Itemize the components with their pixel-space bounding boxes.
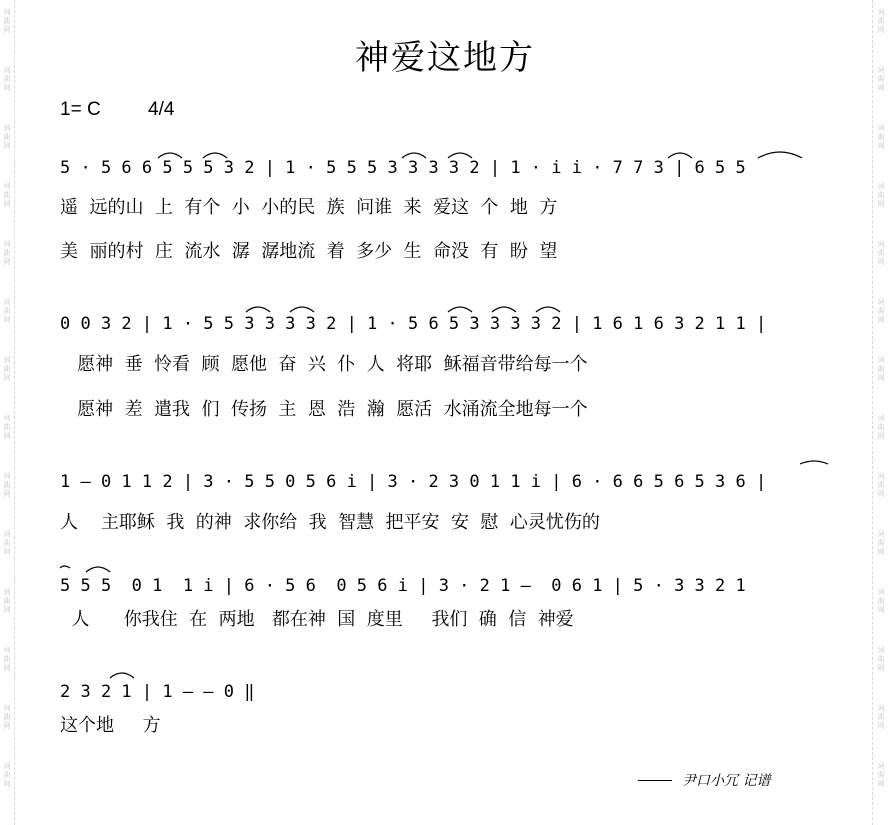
watermark-glyph: 词 曲 网 <box>877 182 885 208</box>
key-signature: 1= C <box>60 99 101 120</box>
lyric-line-1a: 遥 远的山 上 有个 小 小的民 族 问谁 来 爱这 个 地 方 <box>60 197 558 218</box>
watermark-glyph: 词 曲 网 <box>3 8 11 34</box>
watermark-glyph: 词 曲 网 <box>877 298 885 324</box>
watermark-glyph: 词 曲 网 <box>877 356 885 382</box>
credit-dash <box>638 780 672 781</box>
notation-line-1: 5 · 5 6 6 5 5 5 3 2 | 1 · 5 5 5 3 3 3 3 2 | 1 · i i · 7 7 3 | 6 5 5 <box>60 158 746 178</box>
watermark-glyph: 词 曲 网 <box>3 356 11 382</box>
watermark-glyph: 词 曲 网 <box>877 472 885 498</box>
lyric-line-2a: 愿神 垂 怜看 顾 愿他 奋 兴 仆 人 将耶 稣福音带给每一个 <box>60 354 588 375</box>
notation-line-2: 0 0 3 2 | 1 · 5 5 3 3 3 3 2 | 1 · 5 6 5 3 3 3 3 2 | 1 6 1 6 3 2 1 1 | <box>60 314 767 334</box>
watermark-glyph: 词 曲 网 <box>3 646 11 672</box>
time-signature: 4/4 <box>148 99 175 120</box>
watermark-glyph: 词 曲 网 <box>3 414 11 440</box>
watermark-glyph: 词 曲 网 <box>877 704 885 730</box>
watermark-glyph: 词 曲 网 <box>877 530 885 556</box>
lyric-line-1b: 美 丽的村 庄 流水 潺 潺地流 着 多少 生 命没 有 盼 望 <box>60 241 558 262</box>
watermark-glyph: 词 曲 网 <box>877 414 885 440</box>
lyric-line-2b: 愿神 差 遣我 们 传扬 主 恩 浩 瀚 愿活 水涌流全地每一个 <box>60 399 588 420</box>
watermark-glyph: 词 曲 网 <box>877 66 885 92</box>
watermark-glyph: 词 曲 网 <box>3 588 11 614</box>
watermark-glyph: 词 曲 网 <box>3 182 11 208</box>
watermark-glyph: 词 曲 网 <box>3 298 11 324</box>
watermark-glyph: 词 曲 网 <box>3 124 11 150</box>
watermark-glyph: 词 曲 网 <box>877 762 885 788</box>
transcriber-credit: 尹口小冗 记谱 <box>682 773 771 789</box>
watermark-glyph: 词 曲 网 <box>3 530 11 556</box>
watermark-glyph: 词 曲 网 <box>3 472 11 498</box>
watermark-glyph: 词 曲 网 <box>877 588 885 614</box>
watermark-glyph: 词 曲 网 <box>877 8 885 34</box>
notation-line-5: 2 3 2 1 | 1 – – 0 ‖ <box>60 682 255 702</box>
watermark-glyph: 词 曲 网 <box>877 240 885 266</box>
watermark-glyph: 词 曲 网 <box>877 646 885 672</box>
lyric-line-4: 人 你我住 在 两地 都在神 国 度里 我们 确 信 神爱 <box>60 609 574 630</box>
lyric-line-5: 这个地 方 <box>60 715 161 736</box>
watermark-glyph: 词 曲 网 <box>3 66 11 92</box>
lyric-line-3: 人 主耶稣 我 的神 求你给 我 智慧 把平安 安 慰 心灵忧伤的 <box>60 512 600 533</box>
watermark-glyph: 词 曲 网 <box>3 762 11 788</box>
watermark-glyph: 词 曲 网 <box>3 240 11 266</box>
watermark-glyph: 词 曲 网 <box>877 124 885 150</box>
song-title: 神爱这地方 <box>355 38 535 78</box>
watermark-glyph: 词 曲 网 <box>3 704 11 730</box>
notation-line-4: 5 5 5 0 1 1 i | 6 · 5 6 0 5 6 i | 3 · 2 1 – 0 6 1 | 5 · 3 3 2 1 <box>60 576 746 596</box>
notation-line-3: 1 – 0 1 1 2 | 3 · 5 5 0 5 6 i | 3 · 2 3 0 1 1 i | 6 · 6 6 5 6 5 3 6 | <box>60 472 767 492</box>
